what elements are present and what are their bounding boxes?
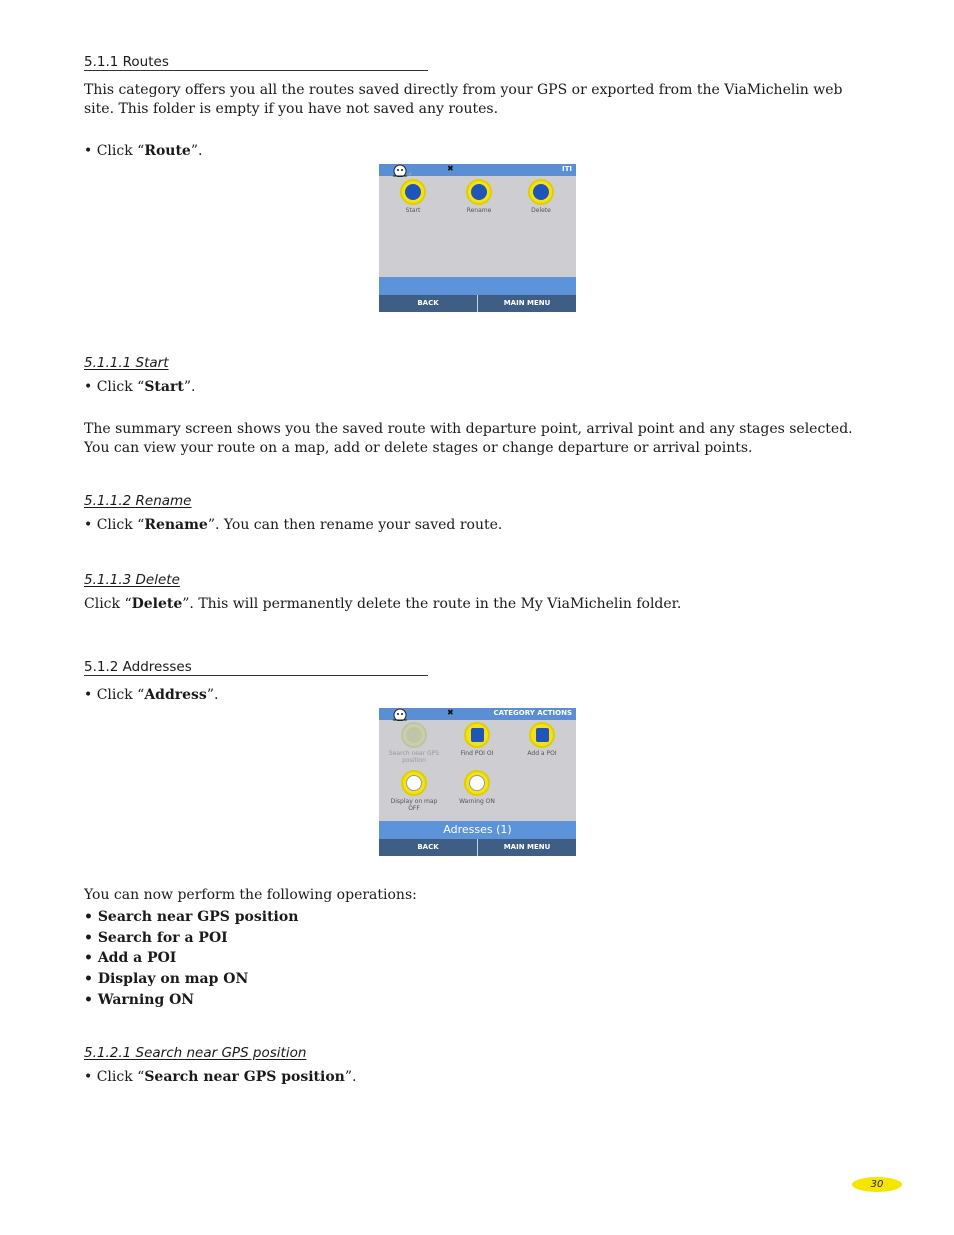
operations-intro: You can now perform the following operations: bbox=[84, 887, 417, 903]
michelin-logo-icon bbox=[389, 164, 411, 177]
section-heading-start: 5.1.1.1 Start bbox=[84, 355, 169, 371]
display-on-map-button[interactable] bbox=[384, 770, 444, 812]
list-item: • Warning ON bbox=[84, 991, 195, 1008]
michelin-logo-icon bbox=[389, 708, 411, 721]
rename-route-button[interactable] bbox=[449, 179, 509, 214]
list-item: • Search for a POI bbox=[84, 929, 228, 946]
device-status-bar bbox=[379, 708, 576, 720]
category-actions-screenshot bbox=[379, 708, 576, 856]
category-title-bar: Adresses (1) bbox=[379, 821, 576, 839]
device-bottom-bar bbox=[379, 839, 576, 856]
warning-icon bbox=[469, 775, 485, 791]
route-actions-screenshot bbox=[379, 164, 576, 312]
delete-click-instruction: Click “Delete”. This will permanently delete the route in the My ViaMichelin folder. bbox=[84, 596, 682, 612]
device-title-bar bbox=[379, 277, 576, 295]
start-label: Start bbox=[405, 207, 421, 214]
back-button[interactable]: BACK bbox=[417, 299, 439, 307]
device-bottom-bar bbox=[379, 295, 576, 312]
satellite-icon: ✖ bbox=[447, 164, 454, 173]
screen-title: ITI bbox=[562, 165, 572, 173]
display-on-map-label: Display on map OFF bbox=[390, 798, 438, 812]
back-button[interactable]: BACK bbox=[417, 843, 439, 851]
find-poi-label: Find POI OI bbox=[460, 750, 494, 757]
route-rename-icon bbox=[471, 184, 487, 200]
device-status-bar bbox=[379, 164, 576, 176]
add-poi-button[interactable] bbox=[512, 722, 572, 757]
section-heading-delete: 5.1.1.3 Delete bbox=[84, 572, 180, 588]
start-click-instruction: • Click “Start”. bbox=[84, 379, 196, 395]
start-summary-paragraph: The summary screen shows you the saved route with departure point, arrival point and any stages selected. You can view your route on a map, add or delete stages or change departure or arrival points. bbox=[84, 421, 853, 456]
main-menu-button[interactable]: MAIN MENU bbox=[477, 839, 576, 856]
start-route-button[interactable] bbox=[383, 179, 443, 214]
add-poi-label: Add a POI bbox=[527, 750, 557, 757]
section-heading-rename: 5.1.1.2 Rename bbox=[84, 493, 192, 509]
warning-button[interactable] bbox=[447, 770, 507, 805]
add-poi-icon bbox=[536, 728, 549, 742]
list-item: • Add a POI bbox=[84, 950, 177, 967]
delete-label: Delete bbox=[531, 207, 551, 214]
list-item: • Display on map ON bbox=[84, 971, 249, 988]
section-heading-routes: 5.1.1 Routes bbox=[84, 54, 428, 71]
delete-route-button[interactable] bbox=[511, 179, 571, 214]
rename-click-instruction: • Click “Rename”. You can then rename your saved route. bbox=[84, 517, 503, 533]
search-gps-click-instruction: • Click “Search near GPS position”. bbox=[84, 1069, 357, 1085]
display-map-icon bbox=[406, 775, 422, 791]
find-poi-icon bbox=[471, 728, 484, 742]
section-heading-search-gps: 5.1.2.1 Search near GPS position bbox=[84, 1045, 307, 1061]
routes-intro-paragraph: This category offers you all the routes saved directly from your GPS or exported from the ViaMichelin web site. This folder is empty if you have not saved any routes. bbox=[84, 82, 843, 117]
routes-click-instruction: • Click “Route”. bbox=[84, 143, 203, 159]
satellite-icon: ✖ bbox=[447, 708, 454, 717]
screen-title: CATEGORY ACTIONS bbox=[493, 709, 572, 717]
search-near-gps-button[interactable] bbox=[384, 722, 444, 764]
section-heading-addresses: 5.1.2 Addresses bbox=[84, 659, 428, 676]
operations-list bbox=[84, 907, 298, 1011]
gps-search-icon bbox=[406, 727, 422, 743]
search-near-gps-label: Search near GPS position bbox=[388, 750, 440, 764]
route-start-icon bbox=[405, 184, 421, 200]
page-number: 30 bbox=[852, 1177, 902, 1192]
addresses-click-instruction: • Click “Address”. bbox=[84, 687, 219, 703]
main-menu-button[interactable]: MAIN MENU bbox=[477, 295, 576, 312]
rename-label: Rename bbox=[466, 207, 492, 214]
find-poi-button[interactable] bbox=[447, 722, 507, 757]
route-delete-icon bbox=[533, 184, 549, 200]
list-item: • Search near GPS position bbox=[84, 909, 299, 925]
warning-label: Warning ON bbox=[459, 798, 495, 805]
